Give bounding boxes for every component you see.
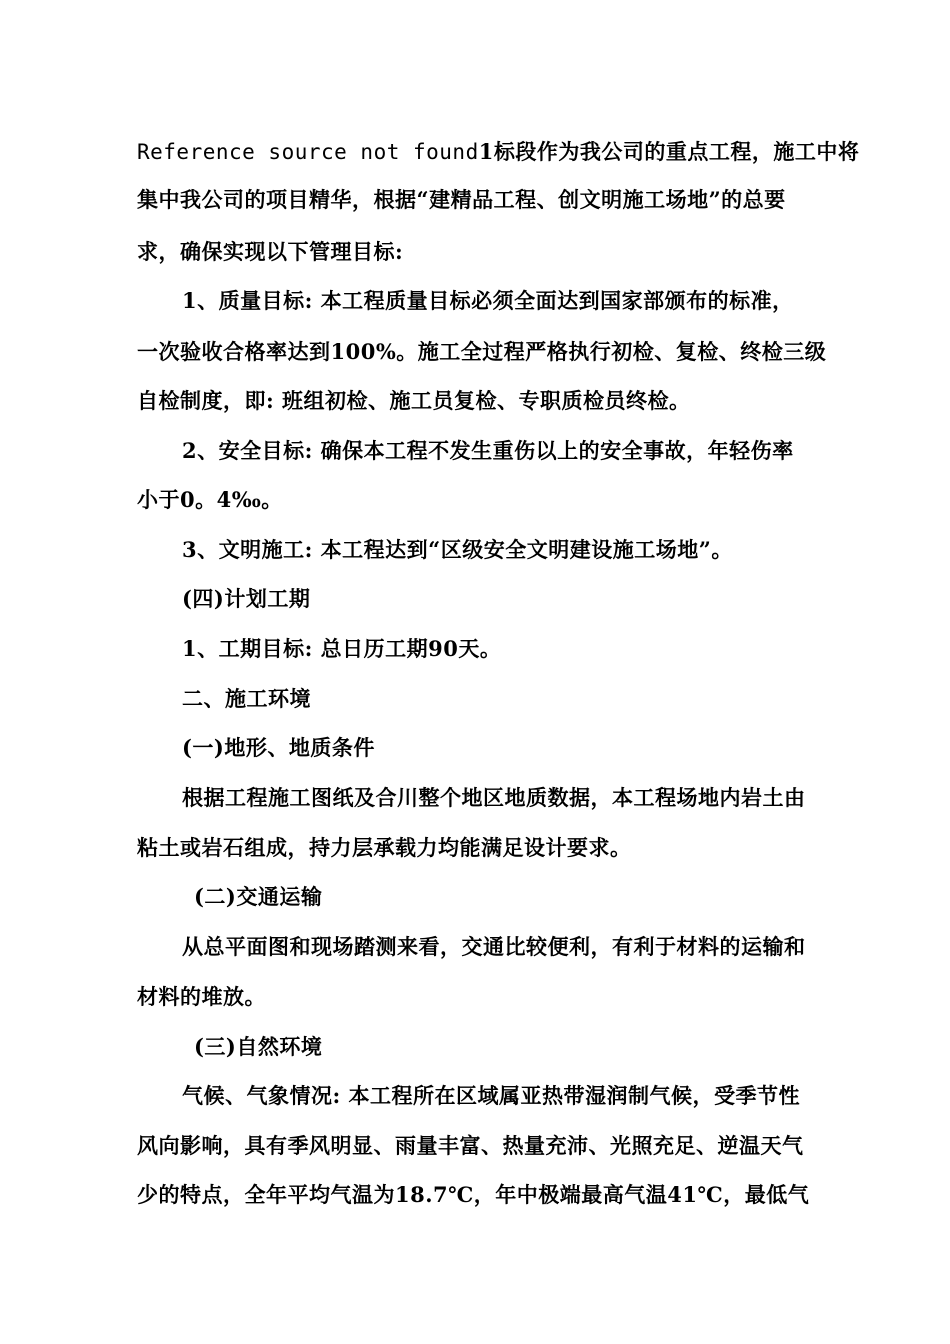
paragraph-line: 少的特点，全年平均气温为18.7℃，年中极端最高气温41℃，最低气 xyxy=(137,1182,810,1207)
paragraph-line: 3、文明施工: 本工程达到“区级安全文明建设施工场地”。 xyxy=(182,537,733,562)
paragraph-line: 求，确保实现以下管理目标: xyxy=(137,239,404,264)
paragraph-line-rest: 1标段作为我公司的重点工程，施工中将 xyxy=(478,139,860,164)
section-heading: (四)计划工期 xyxy=(182,586,311,611)
paragraph-line: 自检制度，即: 班组初检、施工员复检、专职质检员终检。 xyxy=(137,388,691,413)
paragraph-line: 一次验收合格率达到100%。施工全过程严格执行初检、复检、终检三级 xyxy=(137,339,827,364)
reference-error-text: Reference source not found xyxy=(137,140,479,164)
section-heading: (三)自然环境 xyxy=(194,1034,323,1059)
paragraph-line: 2、安全目标: 确保本工程不发生重伤以上的安全事故，年轻伤率 xyxy=(182,438,794,463)
paragraph-line: 从总平面图和现场踏测来看，交通比较便利，有利于材料的运输和 xyxy=(182,934,806,959)
paragraph-line: 粘土或岩石组成，持力层承载力均能满足设计要求。 xyxy=(137,835,632,860)
paragraph-line: 小于0。4‰。 xyxy=(137,487,283,512)
section-heading: (一)地形、地质条件 xyxy=(182,735,375,760)
section-heading: 二、施工环境 xyxy=(182,686,311,711)
paragraph-line xyxy=(137,137,859,167)
paragraph-line: 材料的堆放。 xyxy=(137,984,266,1009)
paragraph-line: 1、工期目标: 总日历工期90天。 xyxy=(182,636,502,661)
paragraph-line: 风向影响，具有季风明显、雨量丰富、热量充沛、光照充足、逆温天气 xyxy=(137,1133,804,1158)
section-heading: (二)交通运输 xyxy=(194,884,323,909)
paragraph-line: 集中我公司的项目精华，根据“建精品工程、创文明施工场地”的总要 xyxy=(137,187,786,212)
paragraph-line: 1、质量目标: 本工程质量目标必须全面达到国家部颁布的标准， xyxy=(182,288,794,313)
paragraph-line: 根据工程施工图纸及合川整个地区地质数据，本工程场地内岩土由 xyxy=(182,785,806,810)
paragraph-line: 气候、气象情况: 本工程所在区域属亚热带湿润制气候，受季节性 xyxy=(182,1083,801,1108)
